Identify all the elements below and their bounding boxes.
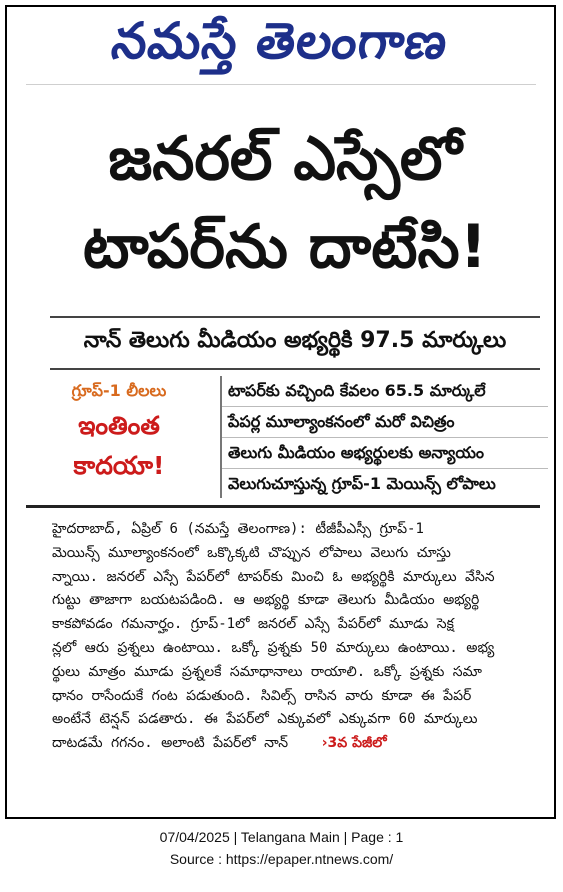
footer-source: Source : https://epaper.ntnews.com/ [169,851,394,867]
section-rule [26,505,540,508]
body-line: న్లలో ఆరు ప్రశ్నలు ఉంటాయి. ఒక్కో ప్రశ్నకు 50 మార్కులు ఉంటాయి. అభ్య [52,639,495,656]
masthead-divider [26,84,536,85]
body-line-text: దాటడమే గగనం. అలాంటి పేపర్‌లో నాన్ [52,735,289,752]
footer-edition-info: 07/04/2025 | Telangana Main | Page : 1 [159,829,404,845]
body-line: కాకపోవడం గమనార్హం. గ్రూప్-1లో జనరల్ ఎస్సే పేపర్‌లో మూడు సెక్ష [52,616,454,633]
body-line: గుట్టు తాజాగా బయటపడింది. ఆ అభ్యర్థి కూడా తెలుగు మీడియం అభ్యర్థి [52,592,480,609]
body-line: ధానం రాసేందుకే గంట పడుతుంది. సివిల్స్ రాసిన వారు కూడా ఈ పేపర్ [52,687,472,704]
body-line: న్నాయి. జనరల్ ఎస్సే పేపర్‌లో టాపర్‌కు మించి ఓ అభ్యర్థికి మార్కులు వేసిన [52,568,495,585]
subheadline [50,316,540,370]
subheadline-text: నాన్ తెలుగు మీడియం అభ్యర్థికి 97.5 మార్కులు [83,328,507,353]
article-body [52,518,542,756]
continued-on-page-link[interactable]: ›3వ పేజీలో [321,735,387,752]
kicker-box [34,376,204,494]
kicker-label: గ్రూప్-1 లీలలు [71,381,167,400]
body-line: హైదరాబాద్, ఏప్రిల్ 6 (నమస్తే తెలంగాణ): టీజీపీఎస్సీ గ్రూప్-1 [52,521,424,537]
headline-line-2: టాపర్‌ను దాటేసి! [83,212,487,282]
body-line: మెయిన్స్ మూల్యాంకనంలో ఒక్కొక్కటి చొప్పున లోపాలు వెలుగు చూస్తు [52,544,451,561]
deck-item: టాపర్‌కు వచ్చింది కేవలం 65.5 మార్కులే [222,376,548,407]
page-footer [0,826,563,870]
body-line: అంటేనే టెన్షన్ పడతారు. ఈ పేపర్‌లో ఎక్కువలో ఎక్కువగా 60 మార్కులు [52,711,478,728]
deck-list [220,376,548,498]
headline [30,115,540,291]
body-line-last [52,732,542,756]
masthead-logo: నమస్తే తెలంగాణ [108,12,452,70]
kicker-line-2: కాదయా! [73,451,165,480]
body-line: ర్థులు మాత్రం మూడు ప్రశ్నలకే సమాధానాలు రాయాలి. ఒక్కో ప్రశ్నకు సమా [52,663,482,680]
headline-line-1: జనరల్ ఎస్సేలో [108,124,462,194]
kicker-line-1: ఇంతింత [78,411,160,440]
deck-item: తెలుగు మీడియం అభ్యర్థులకు అన్యాయం [222,438,548,469]
deck-item: వెలుగుచూస్తున్న గ్రూప్-1 మెయిన్స్ లోపాలు [228,474,496,493]
newspaper-masthead [60,8,500,74]
deck-item: పేపర్ల మూల్యాంకనంలో మరో విచిత్రం [222,407,548,438]
